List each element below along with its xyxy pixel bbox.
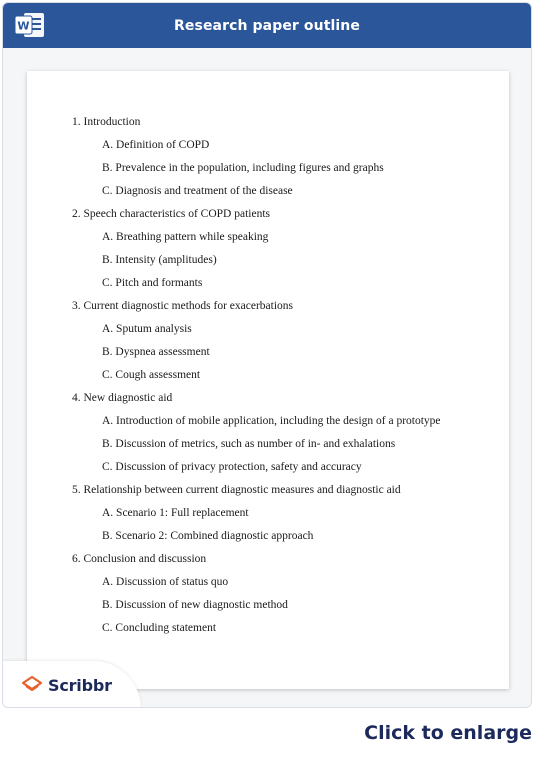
outline-subitem: B. Prevalence in the population, including figures and graphs (102, 162, 384, 174)
outline-subitem: B. Dyspnea assessment (102, 346, 210, 358)
outline-subitem: B. Scenario 2: Combined diagnostic approach (102, 530, 314, 542)
outline-subitem: A. Introduction of mobile application, including the design of a prototype (102, 415, 441, 427)
page-title: Research paper outline (174, 17, 360, 34)
outline-section: 3. Current diagnostic methods for exacerbations (72, 300, 293, 312)
outline-subitem: A. Definition of COPD (102, 139, 210, 151)
outline-subitem: A. Discussion of status quo (102, 576, 229, 588)
outline-subitem: A. Sputum analysis (102, 323, 192, 335)
word-icon-letter: W (17, 19, 30, 33)
outline-subitem: B. Discussion of metrics, such as number of in- and exhalations (102, 438, 396, 450)
title-bar (3, 3, 531, 48)
outline-subitem: C. Discussion of privacy protection, safety and accuracy (102, 461, 362, 473)
outline-subitem: B. Intensity (amplitudes) (102, 254, 217, 266)
scribbr-logo-icon (21, 675, 43, 695)
outline-section: 6. Conclusion and discussion (72, 553, 207, 565)
click-to-enlarge-link[interactable]: Click to enlarge (364, 722, 532, 744)
outline-subitem: B. Discussion of new diagnostic method (102, 599, 288, 611)
document-preview-frame (2, 2, 532, 708)
outline-subitem: C. Pitch and formants (102, 277, 203, 289)
outline-list (72, 111, 441, 640)
outline-section: 1. Introduction (72, 116, 141, 128)
outline-subitem: C. Cough assessment (102, 369, 201, 381)
outline-section: 5. Relationship between current diagnostic measures and diagnostic aid (72, 484, 401, 496)
outline-subitem: A. Breathing pattern while speaking (102, 231, 269, 243)
outline-subitem: C. Diagnosis and treatment of the disease (102, 185, 293, 197)
brand-name: Scribbr (48, 675, 112, 695)
paper-page (27, 71, 509, 689)
outline-subitem: A. Scenario 1: Full replacement (102, 507, 249, 519)
outline-subitem: C. Concluding statement (102, 622, 217, 634)
outline-section: 2. Speech characteristics of COPD patients (72, 208, 270, 220)
outline-section: 4. New diagnostic aid (72, 392, 173, 404)
word-icon (15, 12, 45, 38)
